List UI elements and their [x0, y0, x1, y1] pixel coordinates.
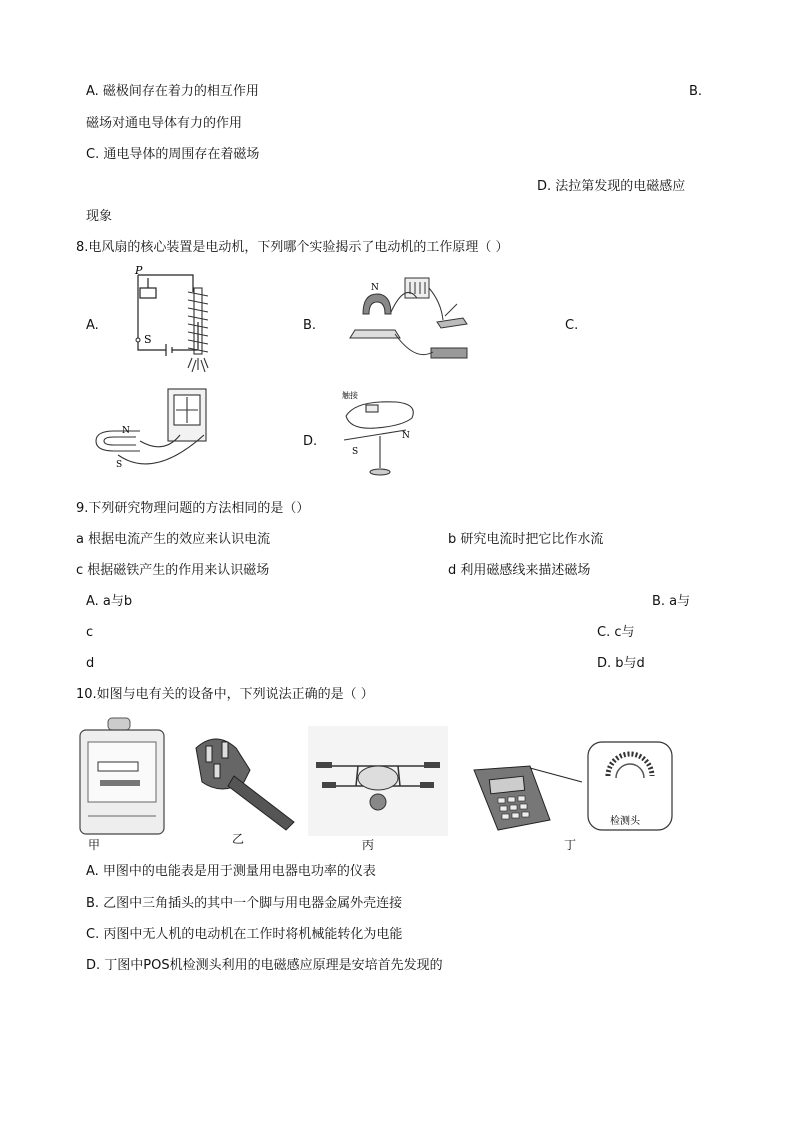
- q9-item-a: a 根据电流产生的效应来认识电流: [76, 532, 271, 547]
- q8-stem: 8.电风扇的核心装置是电动机，下列哪个实验揭示了电动机的工作原理（ ）: [76, 240, 509, 255]
- q10-option-b: B. 乙图中三角插头的其中一个脚与用电器金属外壳连接: [86, 896, 403, 911]
- q9-option-a: A. a与b: [86, 594, 133, 609]
- q8-figure-d-oersted: [336, 388, 426, 483]
- q10-caption-yi: 乙: [232, 832, 245, 846]
- fig-d-label-s: S: [352, 447, 359, 457]
- q7-option-a: A. 磁极间存在着力的相互作用: [86, 84, 259, 99]
- q10-figure-bing-drone: [308, 726, 448, 836]
- q9-option-b: B. a与: [652, 594, 691, 609]
- q10-figure-ding-pos-machine: [470, 736, 680, 840]
- q10-probe-label: 检测头: [610, 816, 640, 827]
- q8-option-d: D.: [303, 434, 318, 449]
- fig-c-label-n: N: [122, 426, 130, 436]
- q10-option-c: C. 丙图中无人机的电动机在工作时将机械能转化为电能: [86, 927, 403, 942]
- q10-figure-yi-plug: [176, 730, 298, 830]
- q10-figure-jia-electric-meter: [78, 718, 170, 836]
- q9-item-b: b 研究电流时把它比作水流: [448, 532, 604, 547]
- q8-figure-c-galvanometer: [84, 385, 214, 475]
- q8-figure-b-apparatus: [345, 272, 475, 372]
- q8-option-c: C.: [565, 318, 579, 333]
- q7-option-c: C. 通电导体的周围存在着磁场: [86, 147, 260, 162]
- q9-option-c-cont: d: [86, 656, 95, 671]
- q9-option-b-cont: c: [86, 625, 94, 640]
- q10-caption-bing: 丙: [362, 838, 375, 852]
- fig-c-label-s: S: [116, 460, 123, 470]
- q8-figure-a-electromagnet: [118, 264, 218, 378]
- q9-option-d: D. b与d: [597, 656, 645, 671]
- q10-stem: 10.如图与电有关的设备中，下列说法正确的是（ ）: [76, 687, 374, 702]
- q10-caption-jia: 甲: [88, 838, 101, 852]
- q7-option-b-text: 磁场对通电导体有力的作用: [86, 116, 243, 131]
- q7-option-d: D. 法拉第发现的电磁感应: [537, 179, 686, 194]
- fig-d-label-n: N: [402, 431, 410, 441]
- q9-stem: 9.下列研究物理问题的方法相同的是（）: [76, 501, 310, 516]
- q9-item-d: d 利用磁感线来描述磁场: [448, 563, 591, 578]
- fig-d-label-touch: 触接: [342, 391, 358, 400]
- q10-option-a: A. 甲图中的电能表是用于测量用电器电功率的仪表: [86, 864, 376, 879]
- fig-a-label-s: S: [144, 333, 152, 346]
- q10-caption-ding: 丁: [564, 838, 577, 852]
- q9-item-c: c 根据磁铁产生的作用来认识磁场: [76, 563, 270, 578]
- q8-option-b: B.: [303, 318, 317, 333]
- q10-option-d: D. 丁图中POS机检测头利用的电磁感应原理是安培首先发现的: [86, 958, 443, 973]
- q7-option-b-letter: B.: [689, 84, 703, 99]
- q8-option-a: A.: [86, 318, 99, 333]
- q7-option-d-cont: 现象: [86, 209, 113, 224]
- fig-b-label-n: N: [371, 283, 379, 293]
- q9-option-c: C. c与: [597, 625, 635, 640]
- fig-a-label-p: P: [135, 264, 143, 277]
